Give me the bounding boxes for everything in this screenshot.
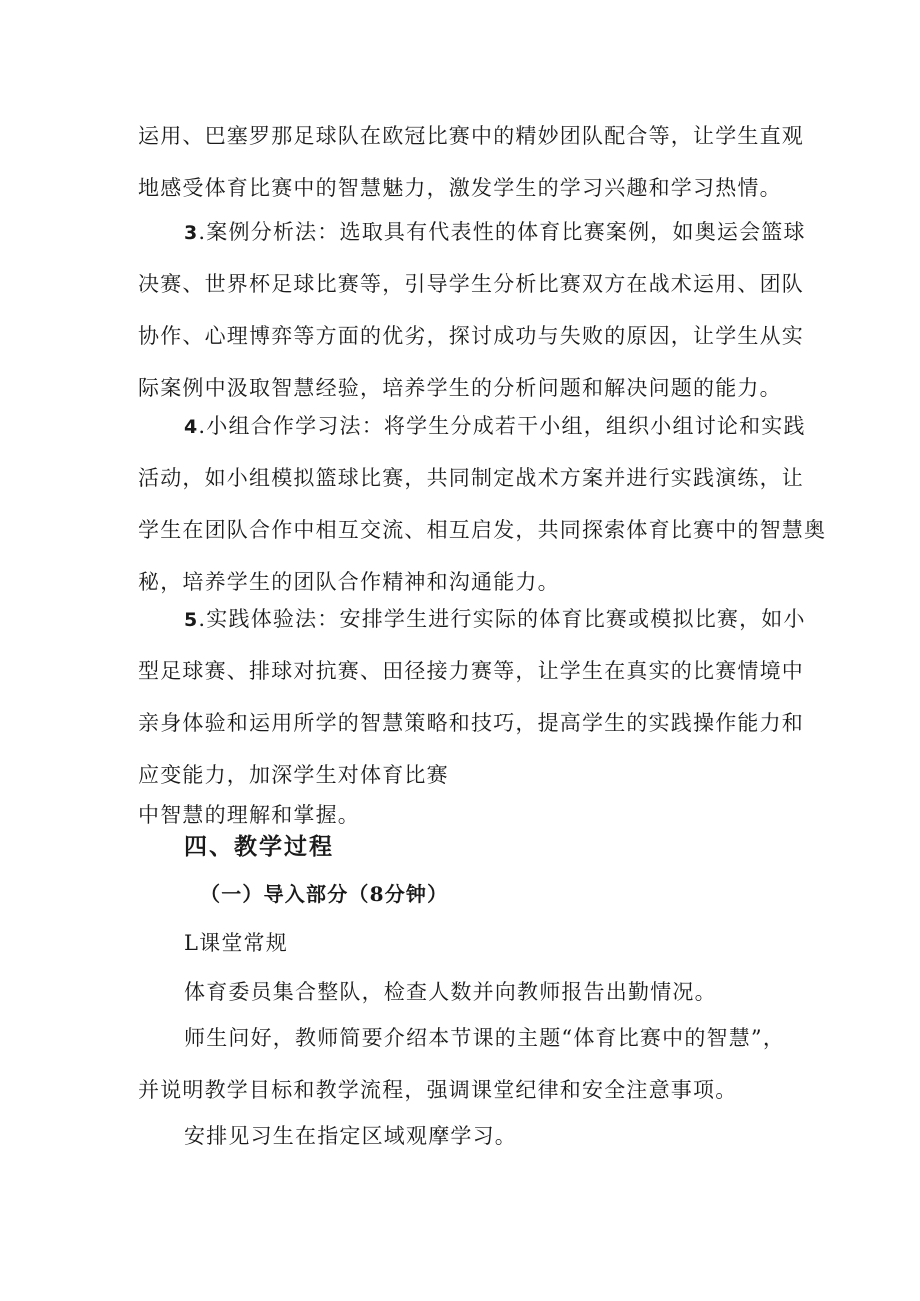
text-line: 地感受体育比赛中的智慧魅力，激发学生的学习兴趣和学习热情。 <box>138 176 782 200</box>
text-line: 师生问好，教师简要介绍本节课的主题“体育比赛中的智慧”， <box>184 1026 786 1050</box>
text-line: 秘，培养学生的团队合作精神和沟通能力。 <box>138 570 560 594</box>
text-line: 运用、巴塞罗那足球队在欧冠比赛中的精妙团队配合等，让学生直观 <box>138 124 804 148</box>
text-line: 中智慧的理解和掌握。 <box>138 803 360 827</box>
text-line: 亲身体验和运用所学的智慧策略和技巧，提高学生的实践操作能力和 <box>138 711 804 735</box>
text-line: 协作、心理博弈等方面的优劣，探讨成功与失败的原因，让学生从实 <box>138 324 804 348</box>
text-fragment: .小组合作学习法：将学生分成若干小组，组织小组讨论和实践 <box>198 414 806 438</box>
text-line: 际案例中汲取智慧经验，培养学生的分析问题和解决问题的能力。 <box>138 376 782 400</box>
item-title: L课堂常规 <box>184 931 288 955</box>
section-heading: 四、教学过程 <box>184 833 334 860</box>
text-line: 型足球赛、排球对抗赛、田径接力赛等，让学生在真实的比赛情境中 <box>138 659 804 683</box>
paragraph-greeting <box>138 1012 790 1116</box>
list-number: 5 <box>184 609 199 631</box>
paragraph-practice-experience-method <box>138 593 806 829</box>
body-line: 体育委员集合整队，检查人数并向教师报告出勤情况。 <box>184 980 717 1004</box>
text-fragment: .案例分析法：选取具有代表性的体育比赛案例，如奥运会篮球 <box>198 220 806 244</box>
subsection-heading: （一）导入部分（8分钟） <box>200 882 449 906</box>
text-fragment: .实践体验法：安排学生进行实际的体育比赛或模拟比赛，如小 <box>198 607 806 631</box>
text-line <box>138 593 806 645</box>
text-line: 应变能力，加深学生对体育比赛 <box>138 763 449 787</box>
text-line: 决赛、世界杯足球比赛等，引导学生分析比赛双方在战术运用、团队 <box>138 272 804 296</box>
text-line <box>138 206 806 258</box>
body-line: 安排见习生在指定区域观摩学习。 <box>184 1124 517 1148</box>
text-line: 并说明教学目标和教学流程，强调课堂纪律和安全注意事项。 <box>138 1078 738 1102</box>
text-line: 学生在团队合作中相互交流、相互启发，共同探索体育比赛中的智慧奥 <box>138 518 827 542</box>
paragraph-case-analysis-method <box>138 206 806 414</box>
list-number: 3 <box>184 222 199 244</box>
paragraph-group-cooperation-method <box>138 400 827 608</box>
text-line: 活动，如小组模拟篮球比赛，共同制定战术方案并进行实践演练，让 <box>138 466 804 490</box>
text-line <box>138 400 806 452</box>
paragraph-teaching-method-continued <box>138 110 804 214</box>
list-number: 4 <box>184 416 199 438</box>
